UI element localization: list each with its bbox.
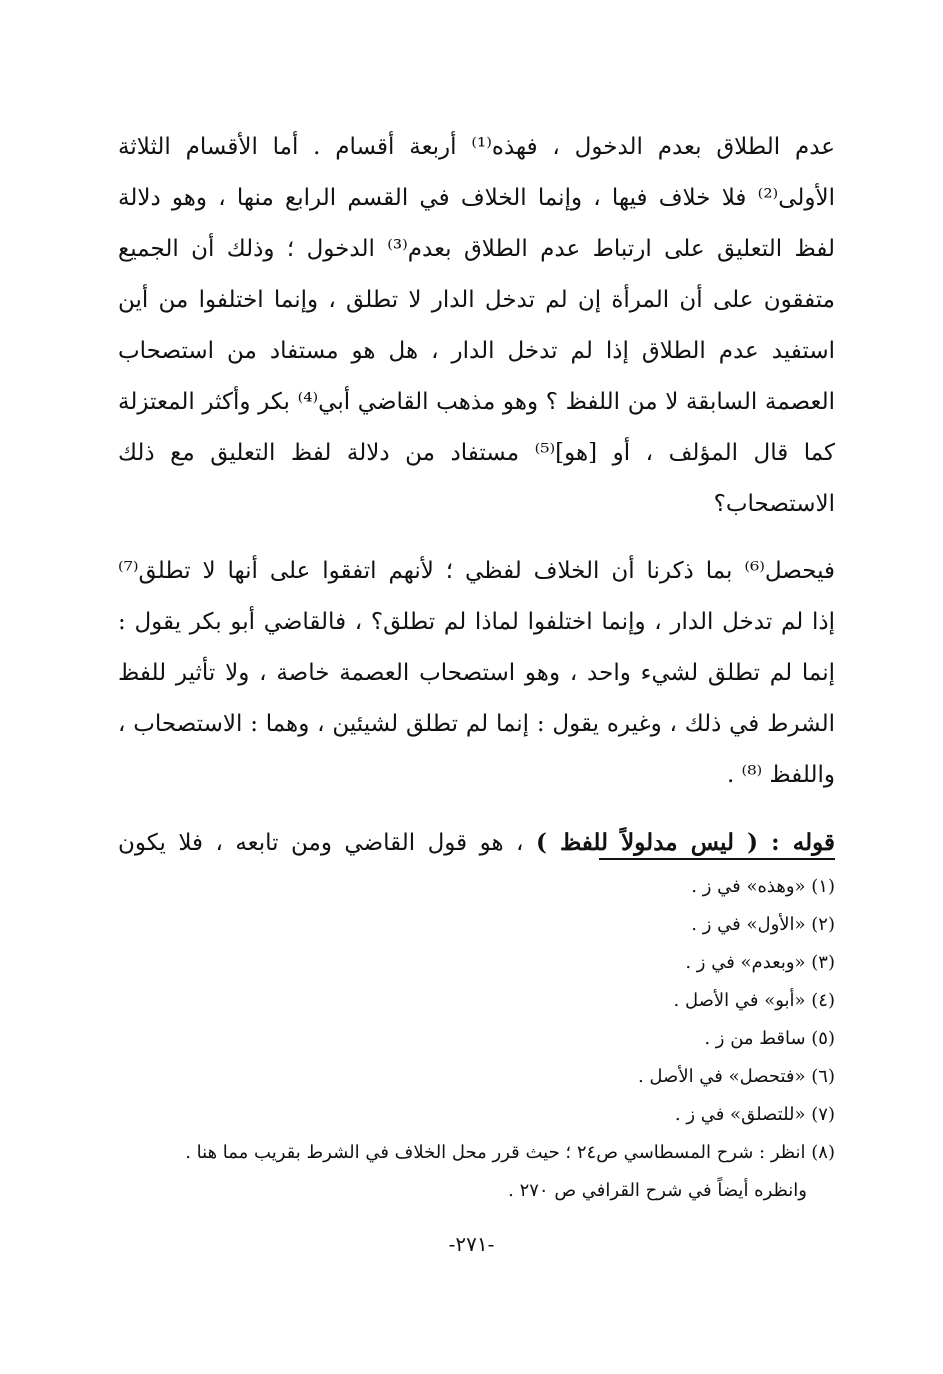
footnote-continuation: وانظره أيضاً في شرح القرافي ص ٢٧٠ . bbox=[508, 1180, 807, 1201]
text-line: لفظ التعليق على ارتباط عدم الطلاق بعدم⁽³⁾ الدخول ؛ وذلك أن الجميع bbox=[118, 236, 835, 262]
paragraph-gap bbox=[118, 801, 835, 817]
paragraph-gap bbox=[118, 530, 835, 546]
text-line: إنما لم تطلق لشيء واحد ، وهو استصحاب العصمة خاصة ، ولا تأثير للفظ bbox=[118, 660, 835, 686]
page-number: -٢٧١- bbox=[448, 1232, 495, 1256]
footnotes bbox=[118, 868, 835, 1210]
text-line: عدم الطلاق بعدم الدخول ، فهذه⁽¹⁾ أربعة أقسام . أما الأقسام الثلاثة bbox=[118, 134, 835, 160]
text-line: إذا لم تدخل الدار ، وإنما اختلفوا لماذا لم تطلق؟ ، فالقاضي أبو بكر يقول : bbox=[118, 609, 835, 635]
footnote-divider bbox=[599, 858, 835, 860]
quote-commentary: ، هو قول القاضي ومن تابعه ، فلا يكون bbox=[118, 830, 536, 856]
paragraph bbox=[118, 122, 835, 530]
paragraph bbox=[118, 546, 835, 801]
text-line: فيحصل⁽⁶⁾ بما ذكرنا أن الخلاف لفظي ؛ لأنهم اتفقوا على أنها لا تطلق⁽⁷⁾ bbox=[118, 558, 835, 584]
footnote: (٥) ساقط من ز . bbox=[704, 1028, 835, 1049]
text-line bbox=[118, 817, 835, 868]
text-line: الاستصحاب؟ bbox=[713, 491, 835, 517]
text-line: العصمة السابقة لا من اللفظ ؟ وهو مذهب القاضي أبي⁽⁴⁾ بكر وأكثر المعتزلة bbox=[118, 389, 835, 415]
footnote: (٣) «وبعدم» في ز . bbox=[685, 952, 835, 973]
footnote: (٦) «فتحصل» في الأصل . bbox=[637, 1066, 835, 1087]
footnote: (٢) «الأول» في ز . bbox=[691, 914, 835, 935]
main-text bbox=[118, 122, 835, 868]
footnote: (٤) «أبو» في الأصل . bbox=[673, 990, 835, 1011]
footnote: (١) «وهذه» في ز . bbox=[691, 876, 835, 897]
footnote: (٧) «للتصلق» في ز . bbox=[674, 1104, 835, 1125]
text-line: كما قال المؤلف ، أو [هو]⁽⁵⁾ مستفاد من دلالة لفظ التعليق مع ذلك bbox=[118, 440, 835, 466]
text-line: واللفظ ⁽⁸⁾ . bbox=[726, 762, 835, 788]
footnote: (٨) انظر : شرح المسطاسي ص٢٤ ؛ حيث قرر محل الخلاف في الشرط بقريب مما هنا . bbox=[185, 1142, 835, 1163]
text-line: استفيد عدم الطلاق إذا لم تدخل الدار ، هل هو مستفاد من استصحاب bbox=[118, 338, 835, 364]
text-line: متفقون على أن المرأة إن لم تدخل الدار لا تطلق ، وإنما اختلفوا من أين bbox=[118, 287, 835, 313]
text-line: الشرط في ذلك ، وغيره يقول : إنما لم تطلق لشيئين ، وهما : الاستصحاب ، bbox=[118, 711, 835, 737]
quote-heading: قوله : ( ليس مدلولاً للفظ ) bbox=[535, 829, 835, 856]
text-line: الأولى⁽²⁾ فلا خلاف فيها ، وإنما الخلاف في القسم الرابع منها ، وهو دلالة bbox=[118, 185, 835, 211]
